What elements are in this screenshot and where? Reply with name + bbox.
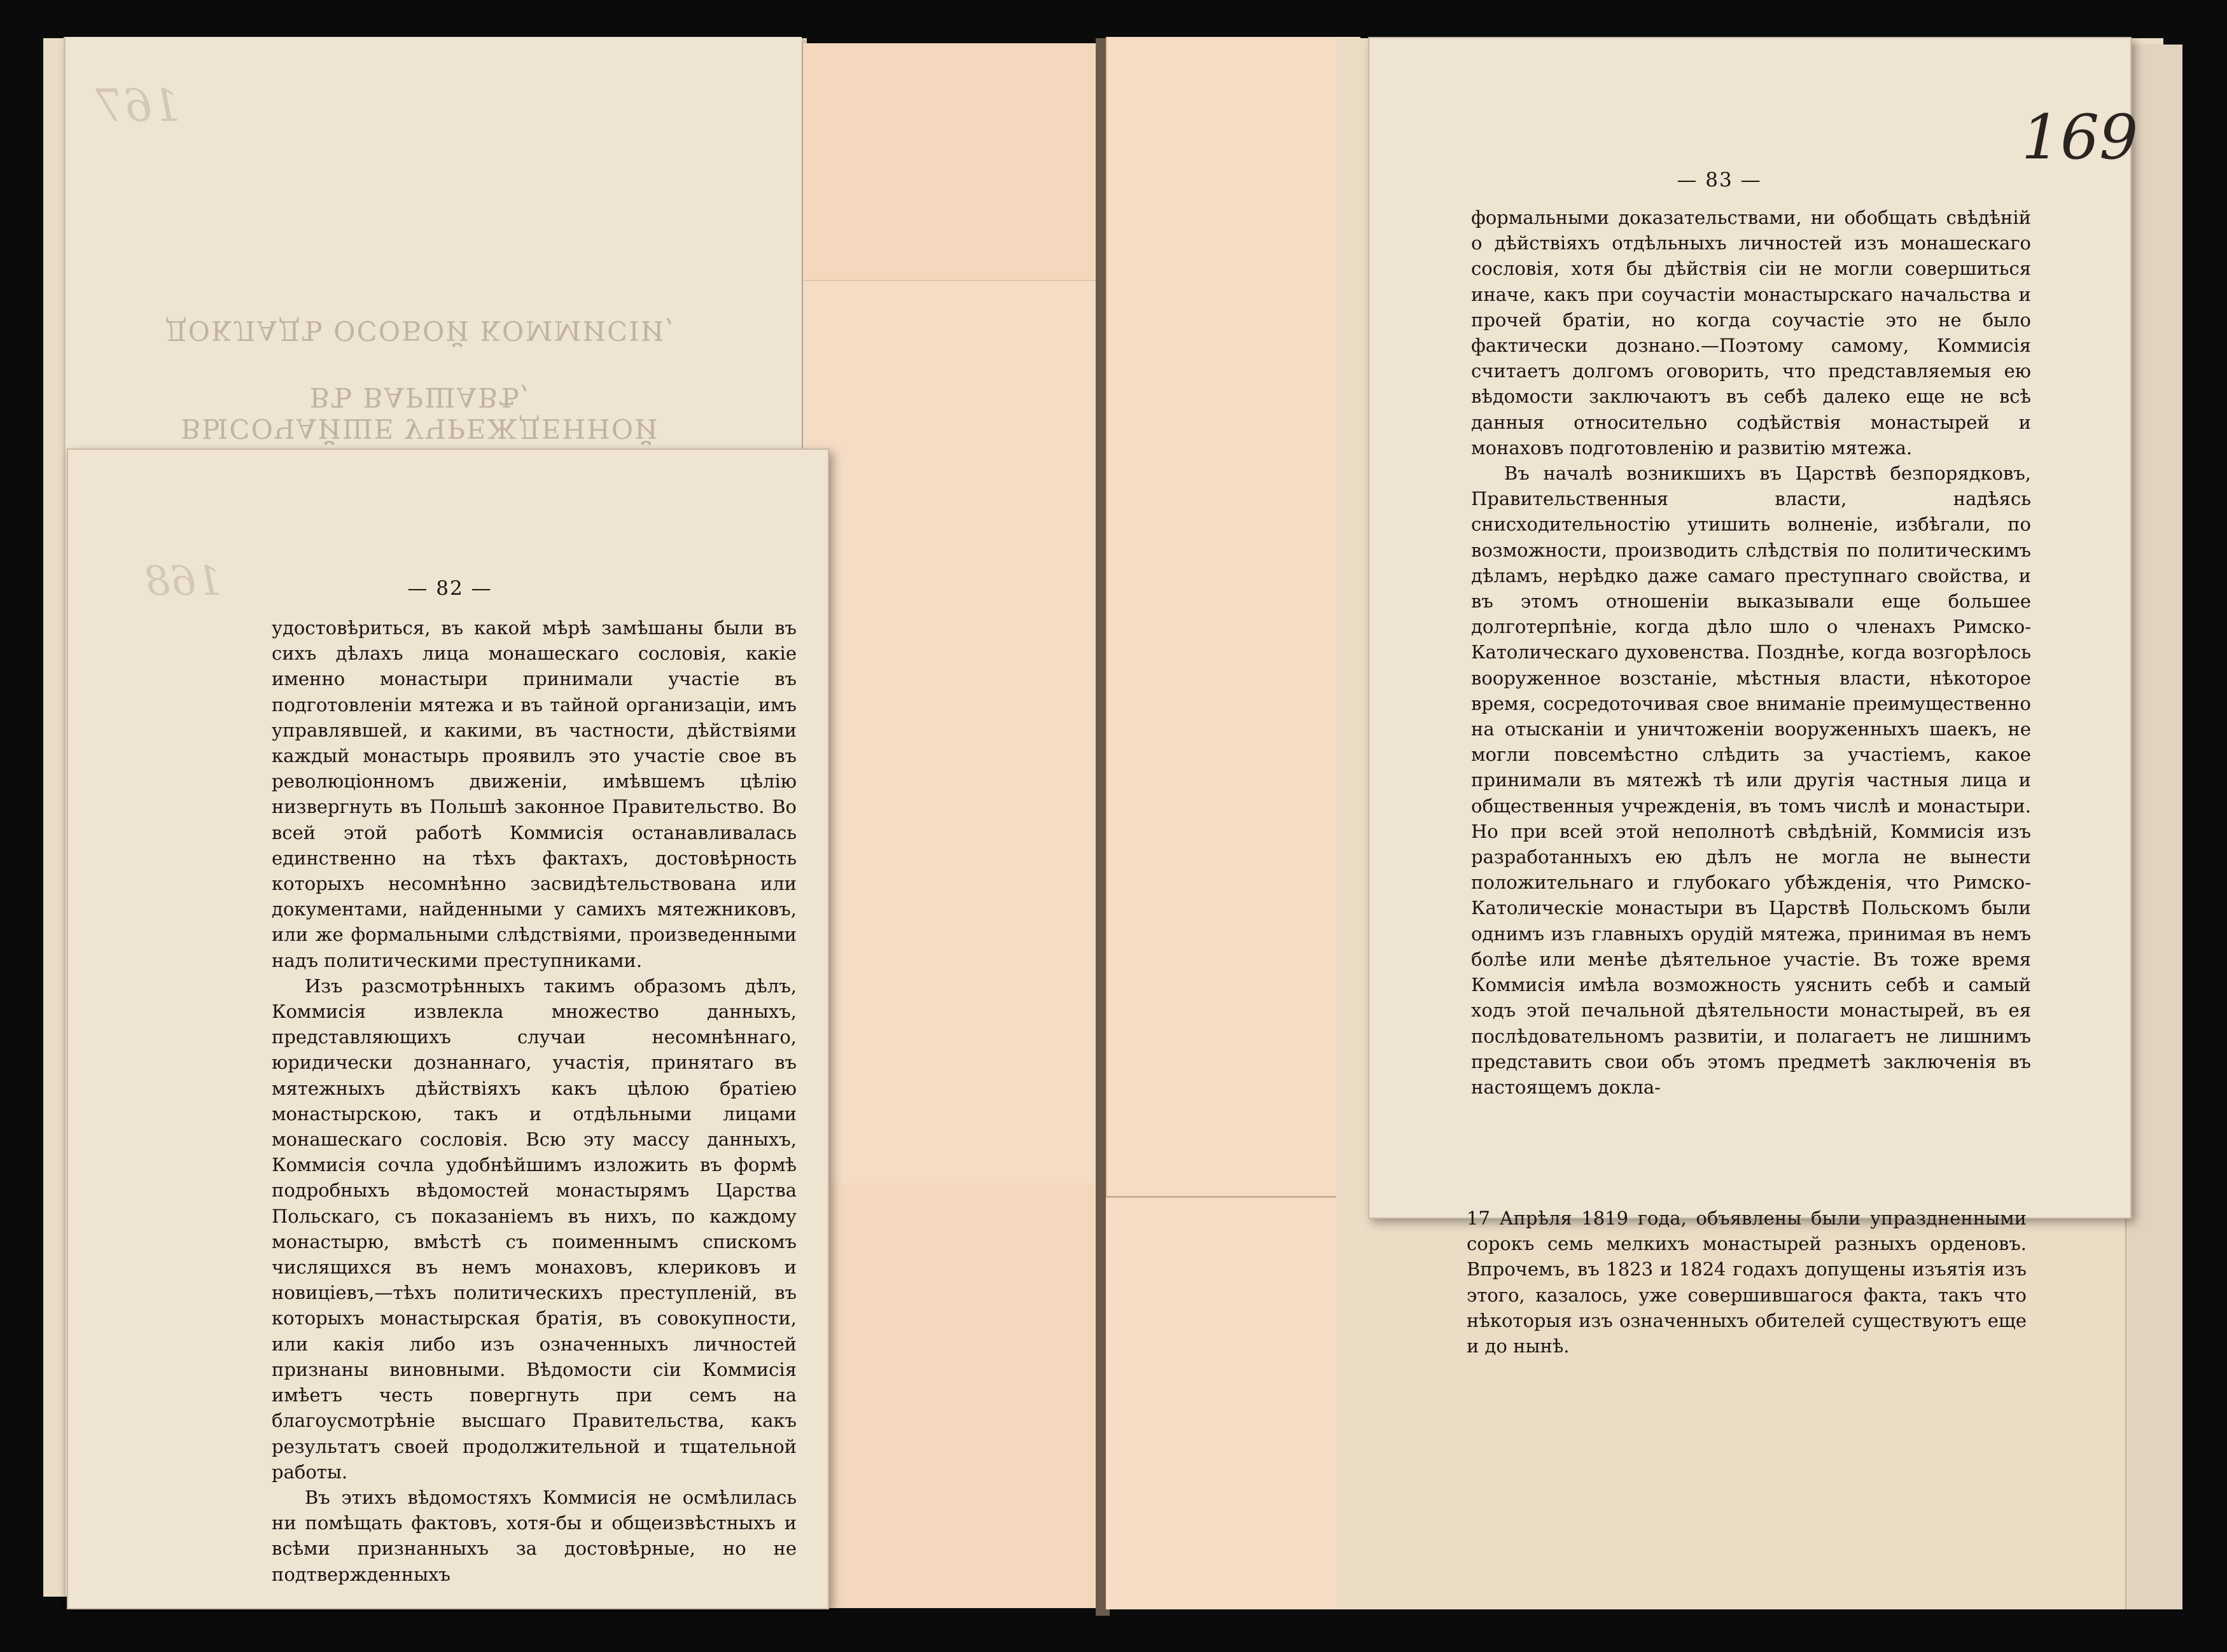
ghost-folio-left: 168 xyxy=(144,558,223,605)
right-main-page xyxy=(1368,37,2139,1219)
right-edge-pages xyxy=(2125,45,2182,1609)
gutter-strip-right-fold xyxy=(1106,1196,1360,1609)
right-text-block xyxy=(1471,205,2031,1100)
ghost-folio-top: 167 xyxy=(95,80,181,132)
page-number-83: — 83 — xyxy=(1677,169,1762,191)
left-paragraph-2: Изъ разсмотрѣнныхъ такимъ образомъ дѣлъ, Коммисія извлекла множество данныхъ, представляющихъ случаи несомнѣннаго, юридически дознаннаго, участія, принятаго въ мятежныхъ дѣйствіяхъ какъ цѣлою братіею монастырскою, такъ и отдѣльными лицами монашескаго сословія. Всю эту массу данныхъ, Коммисія сочла удобнѣйшимъ изложить въ формѣ подробныхъ вѣдомостей монастырямъ Царства Польскаго, съ показаніемъ въ нихъ, по каждому монастырю, вмѣстѣ съ поименнымъ спискомъ числящихся въ немъ монаховъ, клериковъ и новиціевъ,—тѣхъ политическихъ преступленій, въ которыхъ монастырская братія, въ совокупности, или какія либо изъ означенныхъ личностей признаны виновными. Вѣдомости сіи Коммисія имѣетъ честь повергнуть при семъ на благоусмотрѣніе высшаго Правительства, какъ результатъ своей продолжительной и тщательной работы. xyxy=(272,975,797,1483)
right-paragraph-2: Въ началѣ возникшихъ въ Царствѣ безпорядковъ, Правительственныя власти, надѣясь снисходительностію утишить волненіе, избѣгали, по возможности, производить слѣдствія по политическимъ дѣламъ, нерѣдко даже самаго преступнаго свойства, и въ этомъ отношеніи выказывали еще большее долготерпѣніе, когда дѣло шло о членахъ Римско-Католическаго духовенства. Позднѣе, когда возгорѣлось вооруженное возстаніе, мѣстныя власти, нѣкоторое время, сосредоточивая свое вниманіе преимущественно на отысканіи и уничтоженіи вооруженныхъ шаекъ, не могли повсемѣстно слѣдить за участіемъ, какое принимали въ мятежѣ тѣ или другія частныя лица и общественныя учрежденія, въ томъ числѣ и монастыри. Но при всей этой неполнотѣ свѣдѣній, Коммисія изъ разработанныхъ ею дѣлъ не могла не вынести положительнаго и глубокаго убѣжденія, что Римско-Католическіе монастыри въ Царствѣ Польскомъ были однимъ изъ главныхъ орудій мятежа, принимая въ немъ болѣе или менѣе дѣятельное участіе. Въ тоже время Коммисія имѣла возможность уяснить себѣ и самый ходъ этой печальной дѣятельности монастырей, въ ея послѣдовательномъ развитіи, и полагаетъ не лишнимъ представить свои объ этомъ предметѣ заключенія въ настоящемъ докла- xyxy=(1471,462,2031,1098)
bleed-title-2: ВЫСОЧАЙШЕ УЧРЕЖДЕННОЙ ВЪ ВАРШАВѢ, xyxy=(181,382,659,444)
left-pasted-page xyxy=(67,448,829,1609)
right-paragraph-1: формальными доказательствами, ни обобщать свѣдѣній о дѣйствіяхъ отдѣльныхъ личностей изъ монашескаго сословія, хотя бы дѣйствія сіи не могли совершиться иначе, какъ при соучастіи монастырскаго начальства и прочей братіи, но когда соучастіе это не было фактически дознано.—Поэтому самому, Коммисія считаетъ долгомъ оговорить, что представляемыя ею вѣдомости заключаютъ въ себѣ далеко еще не всѣ данныя относительно содѣйствія монастырей и монаховъ подготовленію и развитію мятежа. xyxy=(1471,207,2031,459)
page-number-82: — 82 — xyxy=(407,577,492,600)
left-paragraph-3: Въ этихъ вѣдомостяхъ Коммисія не осмѣлилась ни помѣщать фактовъ, хотя-бы и общеизвѣстныхъ и всѣми признанныхъ за достовѣрные, но не подтвержденныхъ xyxy=(272,1486,797,1585)
left-text-block xyxy=(272,615,797,1587)
handwritten-folio: 169 xyxy=(2021,102,2139,173)
left-paragraph-1: удостовѣриться, въ какой мѣрѣ замѣшаны были въ сихъ дѣлахъ лица монашескаго сословія, какіе именно монастыри принимали участіе въ подготовленіи мятежа и въ тайной организаціи, имъ управлявшей, и какими, въ частности, дѣйствіями каждый монастырь проявилъ это участіе свое въ революціонномъ движеніи, имѣвшемъ цѣлію низвергнуть въ Польшѣ законное Правительство. Во всей этой работѣ Коммисія останавливалась единственно на тѣхъ фактахъ, достовѣрность которыхъ несомнѣнно засвидѣтельствована или документами, найденными у самихъ мятежниковъ, или же формальными слѣдствіями, произведенными надъ политическими преступниками. xyxy=(272,617,797,971)
bleed-title-1: ДОКЛАДЪ ОСОБОЙ КОММИСІИ, xyxy=(165,315,675,346)
gutter-strip-left-lower xyxy=(803,280,1102,1183)
right-lower-text: 17 Апрѣля 1819 года, объявлены были упраздненными сорокъ семь мелкихъ монастырей разныхъ орденовъ. Впрочемъ, въ 1823 и 1824 годахъ допущены изъятія изъ этого, казалось, уже совершившагося факта, такъ что нѣкоторыя изъ означенныхъ обителей существуютъ еще и до нынѣ. xyxy=(1467,1207,2027,1357)
